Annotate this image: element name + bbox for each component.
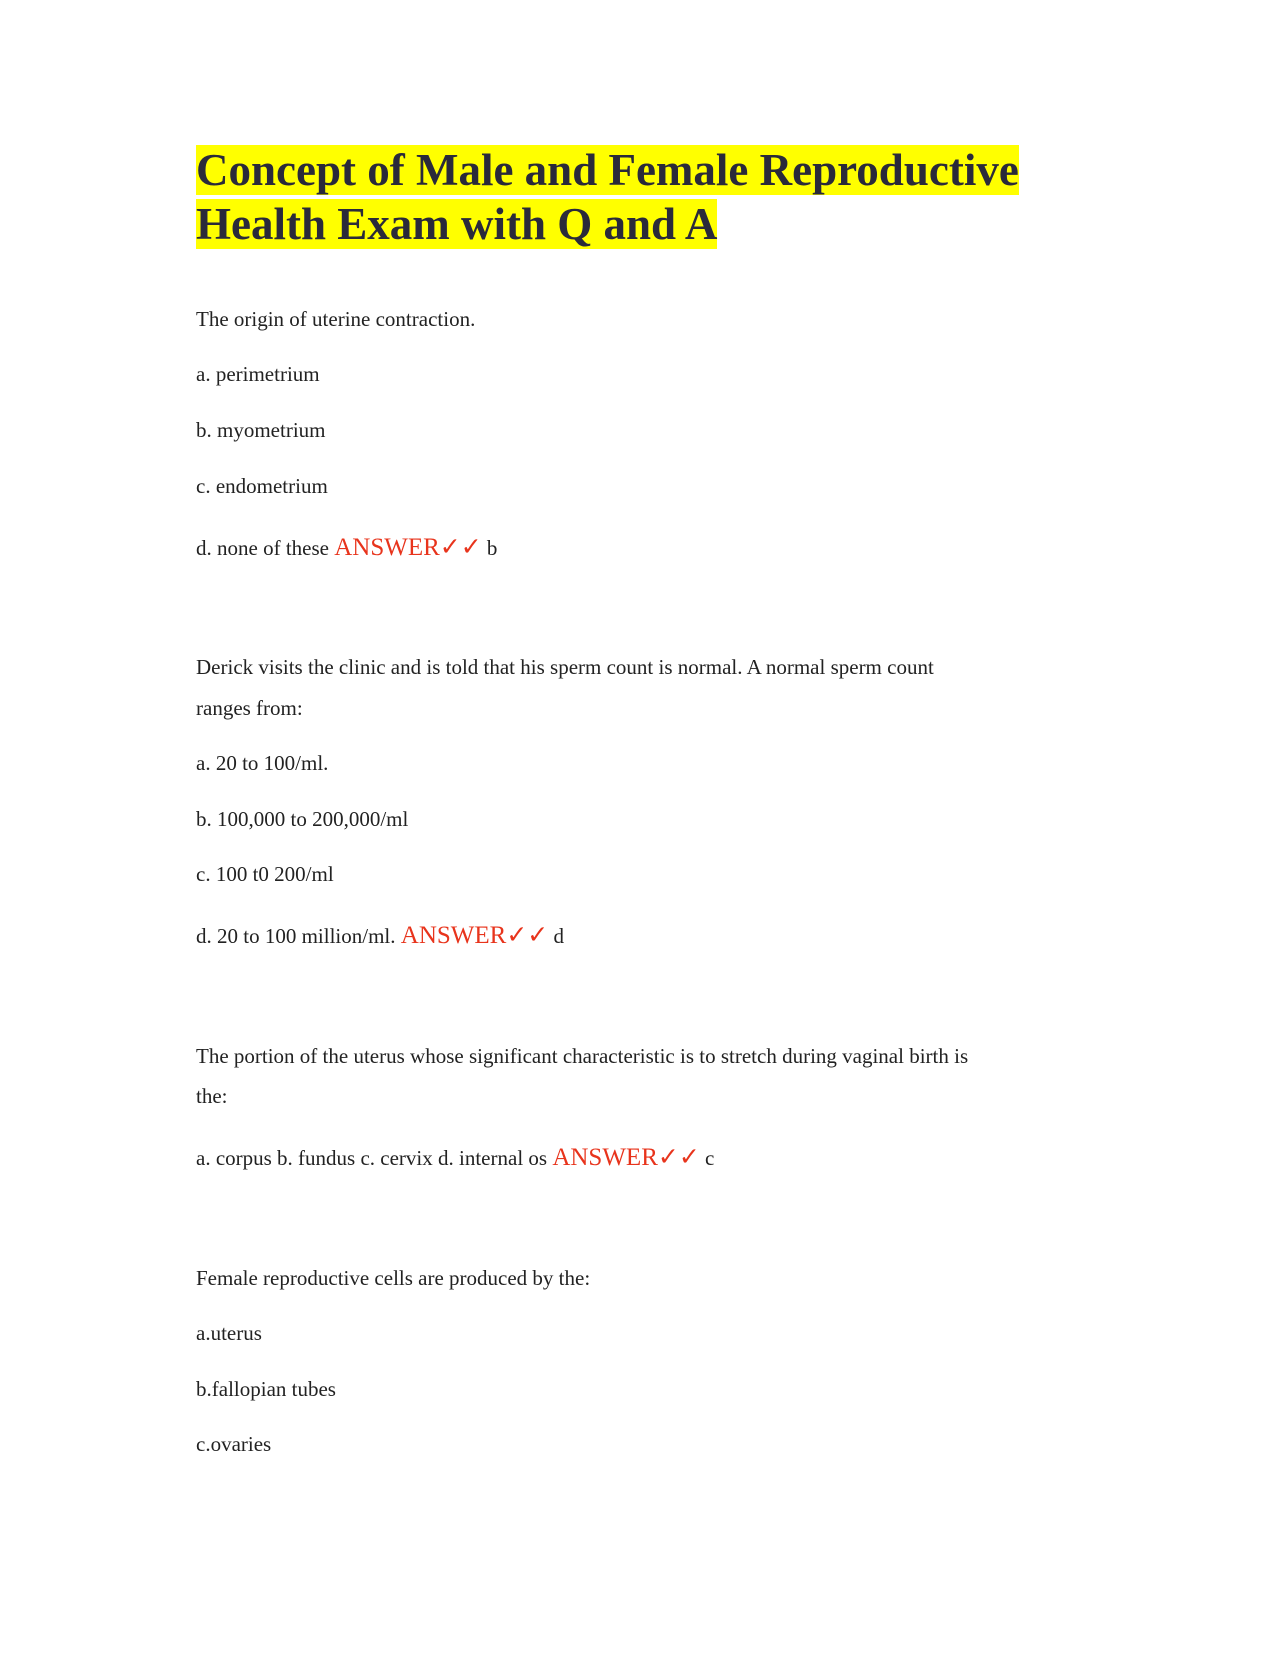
title-line-2: Health Exam with Q and A — [196, 199, 718, 249]
question-1-option-d-row — [196, 535, 497, 561]
question-1-text: The origin of uterine contraction. — [196, 307, 476, 331]
answer-label: ANSWER✓✓ — [400, 922, 549, 949]
answer-value: d — [553, 924, 564, 948]
answer-label: ANSWER✓✓ — [334, 534, 482, 561]
question-2-option-a: a. 20 to 100/ml. — [196, 751, 329, 775]
title-line-1: Concept of Male and Female Reproductive — [196, 145, 1019, 195]
question-4-text: Female reproductive cells are produced by the: — [196, 1266, 591, 1290]
question-1-option-d: d. none of these — [196, 536, 329, 560]
answer-value: c — [705, 1146, 715, 1170]
question-3-text-line-2: the: — [196, 1084, 228, 1108]
question-4-option-b: b.fallopian tubes — [196, 1377, 336, 1401]
question-2-option-d: d. 20 to 100 million/ml. — [196, 924, 396, 948]
question-2-option-d-row — [196, 923, 564, 949]
question-1-option-a: a. perimetrium — [196, 362, 320, 386]
question-2-text-line-2: ranges from: — [196, 696, 303, 720]
document-title — [196, 143, 1019, 251]
question-3-text-line-1: The portion of the uterus whose significant characteristic is to stretch during vaginal birth is — [196, 1044, 969, 1068]
question-3-options-row — [196, 1145, 714, 1171]
question-1-option-c: c. endometrium — [196, 474, 328, 498]
question-4-option-a: a.uterus — [196, 1321, 262, 1345]
question-2-option-b: b. 100,000 to 200,000/ml — [196, 807, 409, 831]
question-4-option-c: c.ovaries — [196, 1432, 272, 1456]
answer-label: ANSWER✓✓ — [552, 1144, 700, 1171]
question-2-option-c: c. 100 t0 200/ml — [196, 862, 334, 886]
question-1-option-b: b. myometrium — [196, 418, 326, 442]
question-3-options: a. corpus b. fundus c. cervix d. internal os — [196, 1146, 548, 1170]
question-2-text-line-1: Derick visits the clinic and is told that his sperm count is normal. A normal sperm count — [196, 655, 934, 679]
answer-value: b — [486, 536, 498, 560]
